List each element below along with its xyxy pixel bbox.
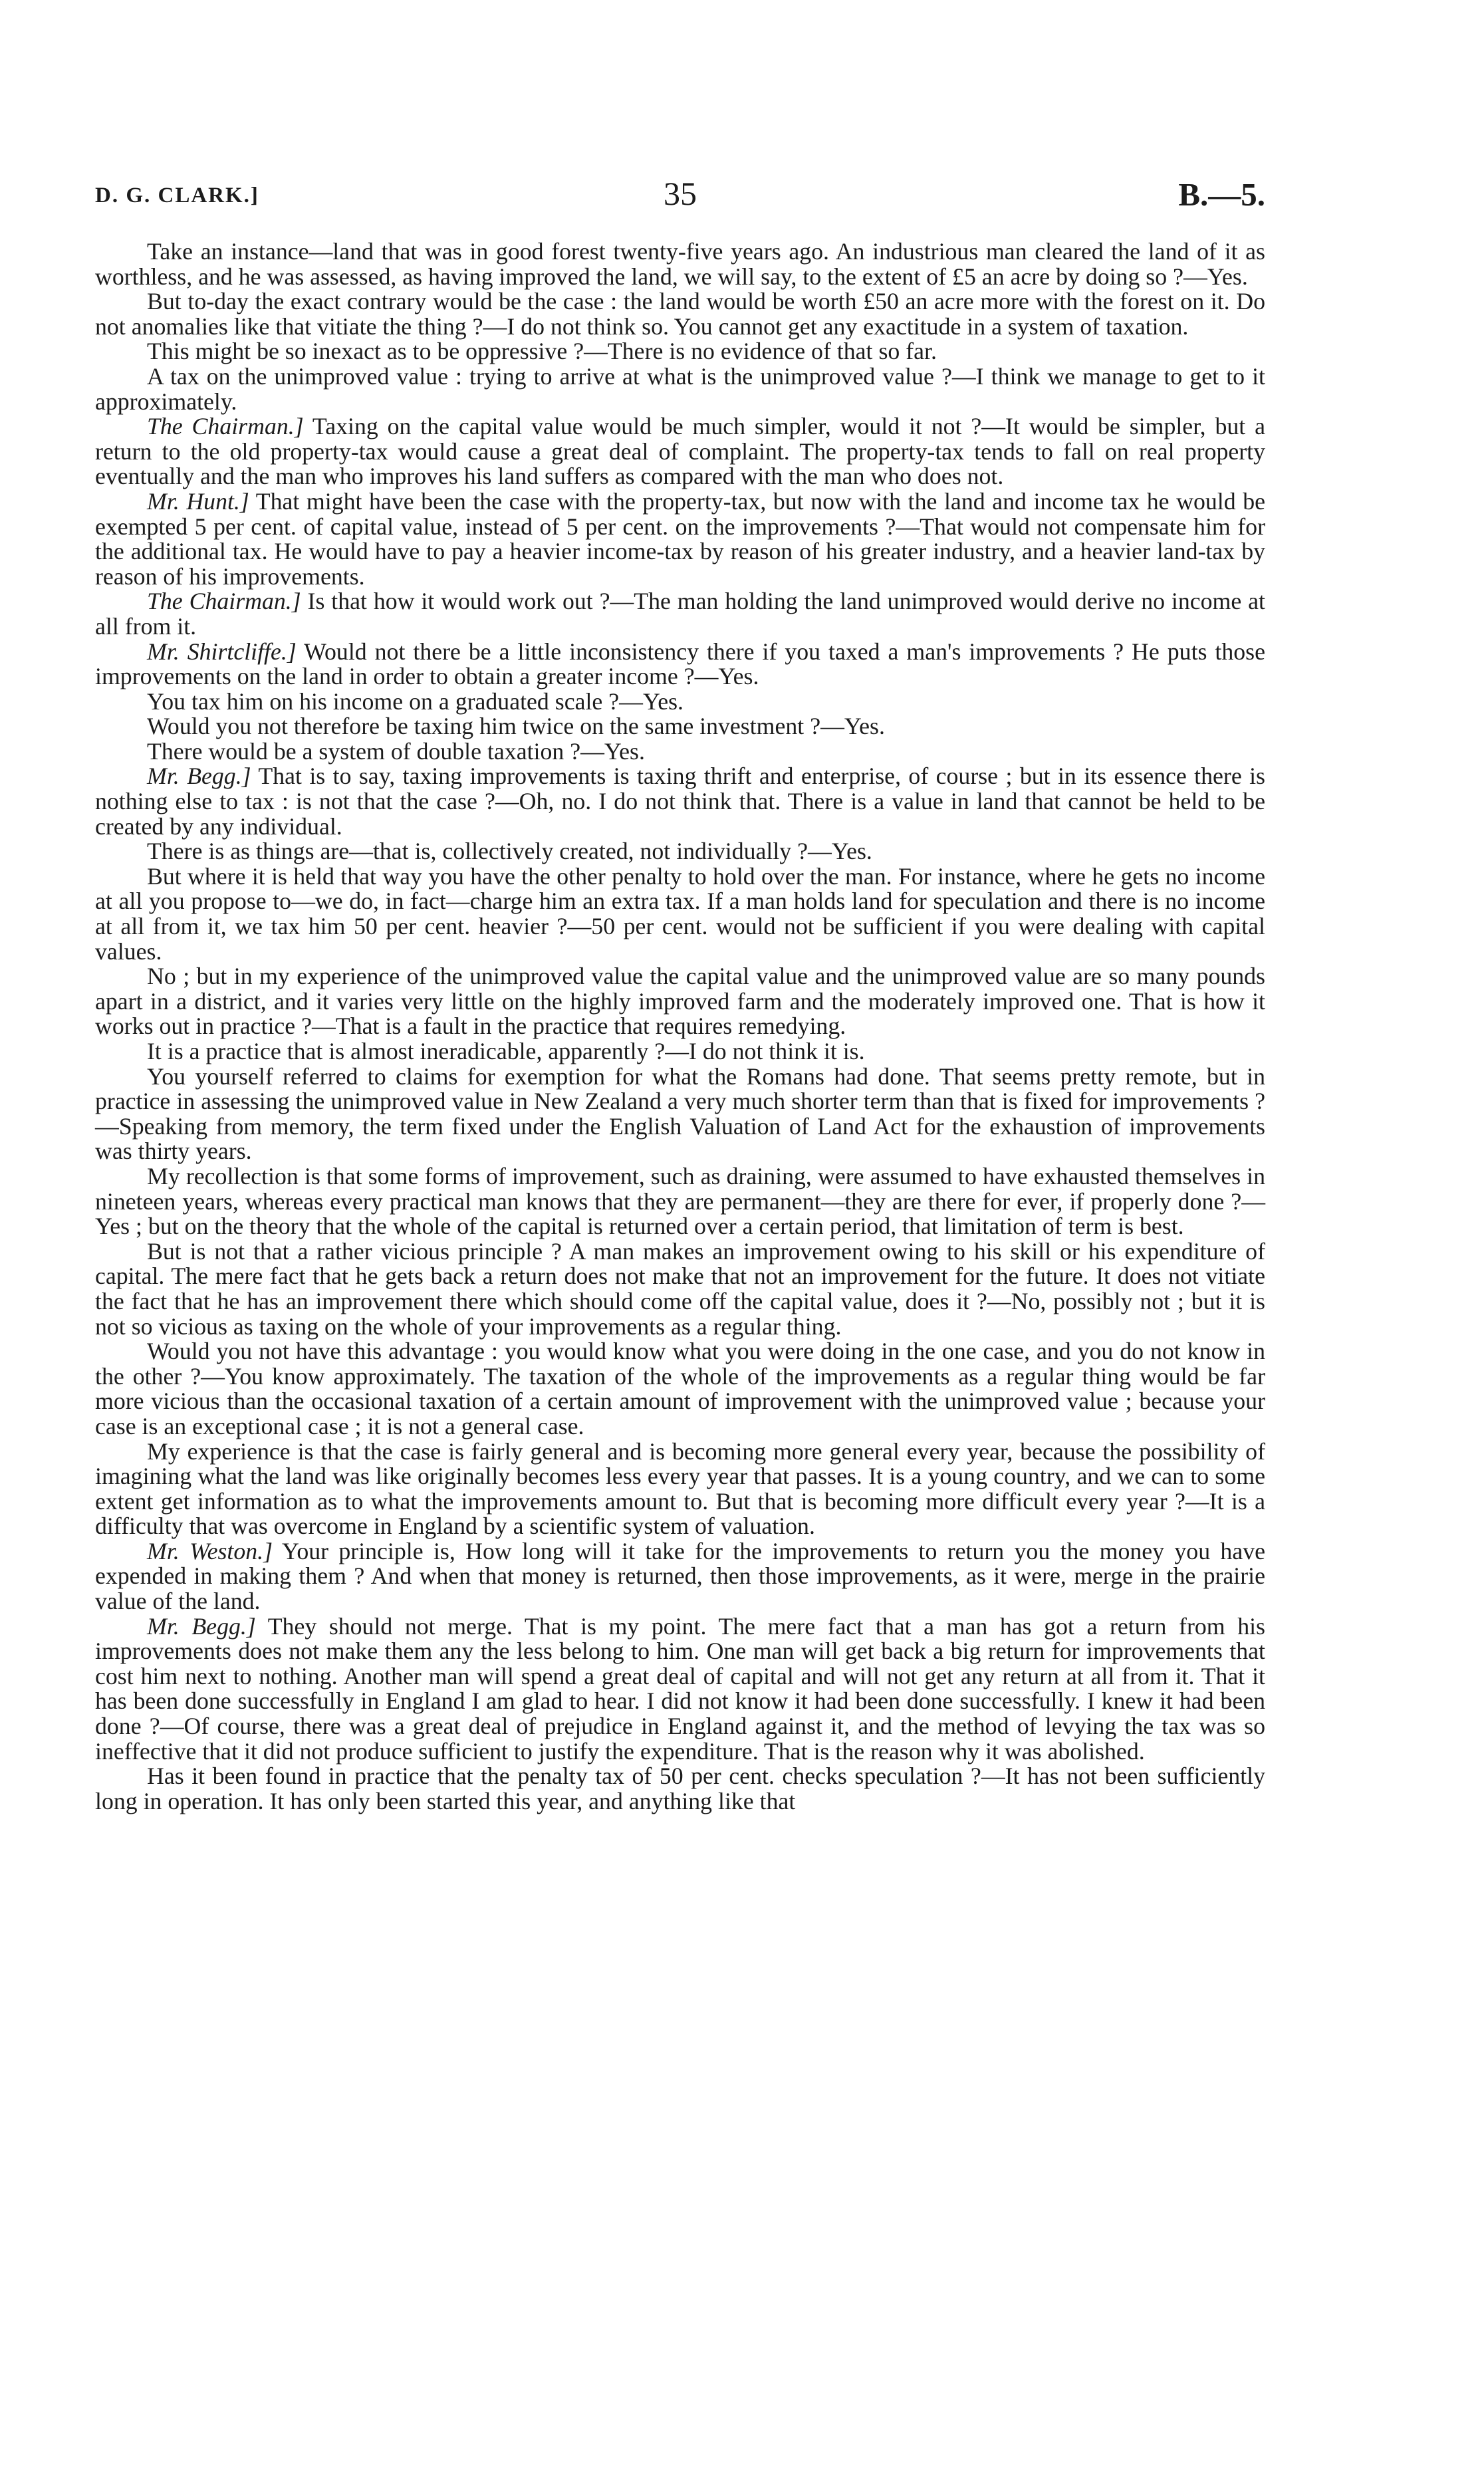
paragraph-text: That is to say, taxing improvements is taxing thrift and enterprise, of course ; but in its essence there is nothing else to tax : is not that the case ?—Oh, no. I do not think that. There is a value in land that cannot be held to be created by any individual.: [95, 763, 1265, 840]
paragraph-text: It is a practice that is almost ineradicable, apparently ?—I do not think it is.: [147, 1038, 865, 1064]
paragraph-text: Taxing on the capital value would be much simpler, would it not ?—It would be simpler, but a return to the old property-tax would cause a great deal of complaint. The property-tax tends to fall on real property eventually and the man who improves his land suffers as compared with the man who does not.: [95, 413, 1265, 490]
paragraph-text: My recollection is that some forms of improvement, such as draining, were assumed to have exhausted themselves in nineteen years, whereas every practical man knows that they are permanent—they are there for ever, if properly done ?—Yes ; but on the theory that the whole of the capital is returned over a certain period, that limitation of term is best.: [95, 1162, 1265, 1240]
paragraph-text: But is not that a rather vicious principle ? A man makes an improvement owing to his skill or his expenditure of capital. The mere fact that he gets back a return does not make that not an improvement for the future. It does not vitiate the fact that he has an improvement there which should come off the capital value, does it ?—No, possibly not ; but it is not so vicious as taxing on the whole of your improvements as a regular thing.: [95, 1237, 1265, 1340]
paragraph-text: Would you not therefore be taxing him twice on the same investment ?—Yes.: [147, 713, 885, 740]
paragraph-text: You yourself referred to claims for exemption for what the Romans had done. That seems pretty remote, but in practice in assessing the unimproved value in New Zealand a very much shorter term than that is fixed for improvements ?—Speaking from memory, the term fixed under the English Valuation of Land Act for the exhaustion of improvements was thirty years.: [95, 1062, 1265, 1165]
paragraph: [95, 1339, 1265, 1439]
paragraph: [95, 964, 1265, 1039]
paragraph-text: A tax on the unimproved value : trying to arrive at what is the unimproved value ?—I think we manage to get to it approximately.: [95, 362, 1265, 415]
paragraph: [95, 640, 1265, 689]
paragraph-text: But where it is held that way you have the other penalty to hold over the man. For instance, where he gets no income at all you propose to—we do, in fact—charge him an extra tax. If a man holds land for speculation and there is no income at all from it, we tax him 50 per cent. heavier ?—50 per cent. would not be sufficient if you were dealing with capital values.: [95, 862, 1265, 965]
paragraph-text: Would not there be a little inconsistency there if you taxed a man's improvements ? He puts those improvements on the land in order to obtain a greater income ?—Yes.: [95, 638, 1265, 690]
speaker-label: The Chairman.]: [147, 413, 304, 440]
paragraph: [95, 739, 1265, 765]
paragraph: [95, 1614, 1265, 1765]
paragraph: [95, 1064, 1265, 1164]
paragraph-text: You tax him on his income on a graduated scale ?—Yes.: [147, 687, 683, 715]
paragraph-text: Would you not have this advantage : you would know what you were doing in the one case, and you do not know in the other ?—You know approximately. The taxation of the whole of the improvements as a regular thing would be far more vicious than the occasional taxation of a certain amount of improvement with the unimproved value ; because your case is an exceptional case ; it is not a general case.: [95, 1338, 1265, 1439]
paragraph: [95, 239, 1265, 289]
paragraph-text: Is that how it would work out ?—The man holding the land unimproved would derive no income at all from it.: [95, 588, 1265, 640]
paragraph: [95, 1439, 1265, 1539]
paragraph: [95, 714, 1265, 739]
paragraph-text: There is as things are—that is, collectively created, not individually ?—Yes.: [147, 838, 872, 865]
speaker-label: Mr. Hunt.]: [147, 487, 249, 515]
paragraph: [95, 839, 1265, 864]
paragraph-text: This might be so inexact as to be oppressive ?—There is no evidence of that so far.: [147, 338, 937, 365]
paragraph-text: Take an instance—land that was in good forest twenty-five years ago. An industrious man cleared the land of it as worthless, and he was assessed, as having improved the land, we will say, to the extent of £5 an acre by doing so ?—Yes.: [95, 238, 1265, 290]
paragraph: [95, 864, 1265, 964]
paper-reference: B.—5.: [1178, 176, 1265, 213]
paragraph-text: No ; but in my experience of the unimproved value the capital value and the unimproved value are so many pounds apart in a district, and it varies very little on the highly improved farm and the moderately improved one. That is how it works out in practice ?—That is a fault in the practice that requires remedying.: [95, 963, 1265, 1040]
speaker-label: The Chairman.]: [147, 588, 301, 615]
paragraph: [95, 1039, 1265, 1064]
paragraph: [95, 339, 1265, 364]
paragraph: [95, 1164, 1265, 1239]
paragraph-text: They should not merge. That is my point. The mere fact that a man has got a return from his improvements does not make them any the less belong to him. One man will get back a big return for improvements that cost him next to nothing. Another man will spend a great deal of capital and will not get any return at all from it. That it has been done successfully in England I am glad to hear. I did not know it had been done successfully. I knew it had been done ?—Of course, there was a great deal of prejudice in England against it, and the method of levying the tax was so ineffective that it did not produce sufficient to justify the expenditure. That is the reason why it was abolished.: [95, 1612, 1265, 1765]
paragraph-text: That might have been the case with the property-tax, but now with the land and income tax he would be exempted 5 per cent. of capital value, instead of 5 per cent. on the improvements ?—That would not compensate him for the additional tax. He would have to pay a heavier income-tax by reason of his greater industry, and a heavier land-tax by reason of his improvements.: [95, 487, 1265, 590]
paragraph: [95, 764, 1265, 839]
witness-name: D. G. CLARK.]: [95, 184, 259, 207]
speaker-label: Mr. Begg.]: [147, 1612, 256, 1640]
paragraph-text: But to-day the exact contrary would be the case : the land would be worth £50 an acre more with the forest on it. Do not anomalies like that vitiate the thing ?—I do not think so. You cannot get any exactitude in a system of taxation.: [95, 288, 1265, 340]
paragraph: [95, 414, 1265, 489]
speaker-label: Mr. Shirtcliffe.]: [147, 638, 297, 665]
paragraph: [95, 489, 1265, 589]
paragraph: [95, 589, 1265, 639]
page-header: [95, 174, 1265, 221]
paragraph: [95, 289, 1265, 339]
paragraph: [95, 689, 1265, 715]
page-number: 35: [664, 175, 697, 212]
paragraph: [95, 1539, 1265, 1614]
paragraph: [95, 364, 1265, 414]
body-text: [95, 239, 1265, 1814]
paragraph: [95, 1239, 1265, 1339]
speaker-label: Mr. Begg.]: [147, 763, 251, 790]
paragraph-text: There would be a system of double taxation ?—Yes.: [147, 737, 645, 765]
speaker-label: Mr. Weston.]: [147, 1537, 273, 1564]
paragraph: [95, 1764, 1265, 1814]
paragraph-text: My experience is that the case is fairly general and is becoming more general every year, because the possibility of imagining what the land was like originally becomes less every year that passes. It is a young country, and we can to some extent get information as to what the improvements amount to. But that is becoming more difficult every year ?—It is a difficulty that was overcome in England by a scientific system of valuation.: [95, 1437, 1265, 1540]
paragraph-text: Has it been found in practice that the penalty tax of 50 per cent. checks speculation ?—It has not been sufficiently long in operation. It has only been started this year, and anything like that: [95, 1763, 1265, 1814]
paragraph-text: Your principle is, How long will it take for the improvements to return you the money you have expended in making them ? And when that money is returned, then those improvements, as it were, merge in the prairie value of the land.: [95, 1537, 1266, 1615]
